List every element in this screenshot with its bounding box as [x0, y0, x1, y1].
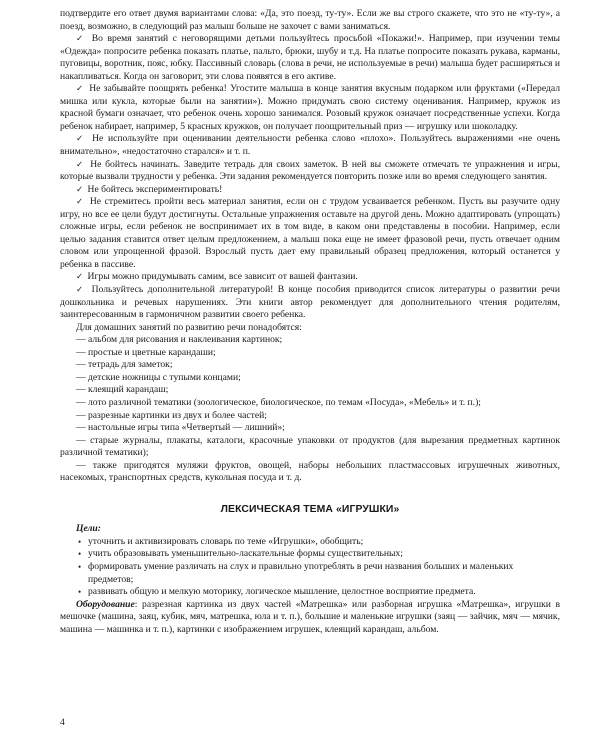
- list-item: — настольные игры типа «Четвертый — лишний»;: [76, 422, 285, 434]
- paragraph-8: [60, 271, 560, 284]
- bullet-icon: •: [78, 536, 82, 547]
- paragraph-5-text: Не бойтесь начинать. Заведите тетрадь для своих заметок. В ней вы сможете отмечать те упражнения и игры, которые вызвали трудности у ребенка. Эти задания рекомендуется повторить позже или во время следующего занятия.: [60, 158, 560, 183]
- paragraph-7-text: Не стремитесь пройти весь материал занятия, если он с трудом усваивается ребенком. Пусть вы разучите одну игру, но все ее цели будут достигнуты. Остальные упражнения оставьте на другой день. Можно адаптировать (упрощать) сложные игры, если ребенок не воспринимает их в том виде, в каком они представлены в пособии. Например, если целью задания ставится ответ целым предложением, а малыш пока еще не имеет фразовой речи, пусть отвечает одним словом или упрощенной фразой. Взрослый пусть дает ему правильный образец предложения, который останется у ребенка в пассиве.: [60, 196, 560, 270]
- paragraph-9-text: Пользуйтесь дополнительной литературой! В конце пособия приводится список литературы о развитии речи дошкольника и речевых нарушениях. Эти книги автор рекомендует для дополнительного чтения родителям, заинтересованным в гармоничном развитии своего ребенка.: [60, 284, 560, 321]
- goal-item: [60, 548, 560, 561]
- page-content: [60, 8, 560, 636]
- paragraph-8-text: Игры можно придумывать самим, все зависит от вашей фантазии.: [87, 271, 358, 283]
- check-icon: ✓: [76, 184, 84, 195]
- supplies-list: [60, 334, 560, 485]
- list-item: — клеящий карандаш;: [76, 384, 169, 396]
- list-item: — также пригодятся муляжи фруктов, овощей, наборы небольших пластмассовых игрушечных животных, насекомых, транспортных средств, кукольная посуда и т. д.: [60, 459, 560, 484]
- paragraph-9: [60, 284, 560, 322]
- goal-text: уточнить и активизировать словарь по теме «Игрушки», обобщить;: [88, 535, 364, 547]
- paragraph-6: [60, 184, 560, 197]
- bullet-icon: •: [78, 561, 82, 572]
- list-item: — разрезные картинки из двух и более частей;: [76, 409, 267, 421]
- goal-text: развивать общую и мелкую моторику, логическое мышление, целостное восприятие предмета.: [88, 586, 476, 598]
- list-item: — простые и цветные карандаши;: [76, 346, 216, 358]
- paragraph-5: [60, 159, 560, 184]
- paragraph-10: Для домашних занятий по развитию речи понадобятся:: [76, 321, 302, 333]
- check-icon: ✓: [76, 134, 86, 145]
- check-icon: ✓: [76, 159, 85, 170]
- paragraph-7: [60, 196, 560, 271]
- paragraph-2: [60, 33, 560, 83]
- check-icon: ✓: [76, 197, 85, 208]
- section-title: ЛЕКСИЧЕСКАЯ ТЕМА «ИГРУШКИ»: [220, 503, 400, 515]
- check-icon: ✓: [76, 285, 86, 296]
- paragraph-3: [60, 83, 560, 133]
- list-item: — старые журналы, плакаты, каталоги, красочные упаковки от продуктов (для вырезания предметных картинок различной тематики);: [60, 434, 560, 459]
- equipment-text: : разрезная картинка из двух частей «Матрешка» или разборная игрушка «Матрешка», игрушки в мешочке (машина, заяц, кубик, мяч, матрешка, юла и т. п.), большие и маленькие игрушки (заяц — зайчик, мяч — мячик, машина — машинка и т. п.), картинки с изображением игрушек, клеящий карандаш, альбом.: [60, 598, 560, 635]
- paragraph-1: подтвердите его ответ двумя вариантами слова: «Да, это поезд, ту-ту». Если же вы строго скажете, что это не «ту-ту», а поезд, возможно, в следующий раз малыш больше не захочет с вами заниматься.: [60, 8, 560, 32]
- list-item: — альбом для рисования и наклеивания картинок;: [76, 334, 283, 346]
- equipment-label: Оборудование: [76, 598, 135, 610]
- list-item: — лото различной тематики (зоологическое, биологическое, по темам «Посуда», «Мебель» и т. п.);: [76, 396, 481, 408]
- list-item: — детские ножницы с тупыми концами;: [76, 371, 241, 383]
- goal-text: учить образовывать уменьшительно-ласкательные формы существительных;: [88, 548, 403, 560]
- paragraph-6-text: Не бойтесь экспериментировать!: [87, 183, 223, 195]
- check-icon: ✓: [76, 34, 86, 45]
- check-icon: ✓: [76, 84, 84, 95]
- list-item: — тетрадь для заметок;: [76, 359, 173, 371]
- goal-item: [60, 586, 560, 599]
- goal-item: [60, 536, 560, 549]
- paragraph-4: [60, 133, 560, 158]
- paragraph-2-text: Во время занятий с неговорящими детьми пользуйтесь просьбой «Покажи!». Например, при изучении темы «Одежда» попросите ребенка показать платье, пальто, брюки, шубу и т.д. На платье попросите показать рукава, карманы, пуговицы, воротник, пояс, юбку. Пассивный словарь (слова в речи, не используемые в речи) малыша будет расширяться и накапливаться. Когда он заговорит, эти слова появятся в его активе.: [60, 33, 560, 82]
- check-icon: ✓: [76, 272, 84, 283]
- paragraph-3-text: Не забывайте поощрять ребенка! Угостите малыша в конце занятия вкусным подарком или фруктами («Передал мишка или кукла, которые были на занятии»). Можно придумать свою систему оценивания. Например, кружок из красной бумаги означает, что ребенок очень хорошо занимался. Розовый кружок означает посредственные успехи. Когда ребенок набирает, например, 5 красных кружков, он получает поощрительный приз — игрушку или шоколадку.: [60, 83, 561, 132]
- bullet-icon: •: [78, 549, 82, 560]
- goal-item: [60, 561, 560, 586]
- paragraph-4-text: Не используйте при оценивании деятельности ребенка слово «плохо». Пользуйтесь выражениями «не очень внимательно», «недостаточно старался» и т. п.: [60, 133, 560, 158]
- bullet-icon: •: [78, 587, 82, 598]
- equipment-paragraph: [60, 599, 560, 637]
- page-number: 4: [60, 717, 65, 728]
- goals-label: Цели:: [76, 523, 101, 535]
- goal-text: формировать умение различать на слух и правильно употреблять в речи названия больших и маленьких предметов;: [88, 560, 514, 585]
